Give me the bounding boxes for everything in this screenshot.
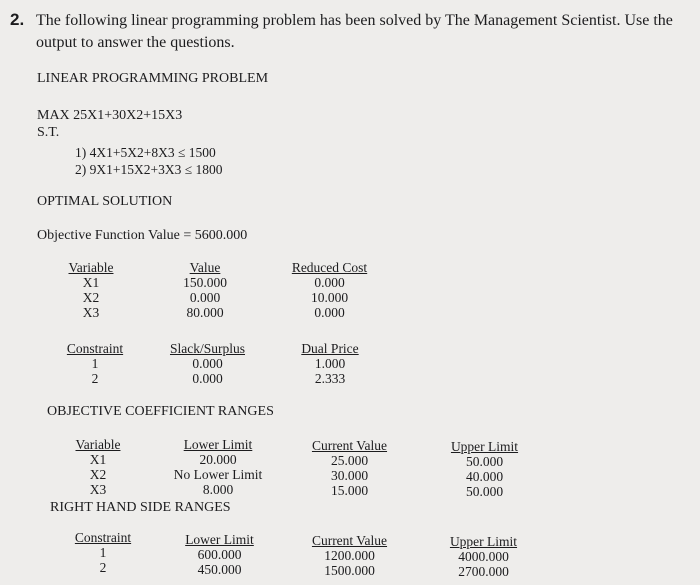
header-current-value: Current Value bbox=[311, 533, 388, 548]
cell-variable: X2 bbox=[89, 467, 107, 482]
cell-current-value: 1200.000 bbox=[324, 548, 375, 563]
question-text-line2: output to answer the questions. bbox=[36, 34, 235, 51]
variables-column-reduced-cost bbox=[282, 260, 377, 320]
rhs-column-upper-limit bbox=[436, 534, 531, 579]
cell-upper-limit: 4000.000 bbox=[458, 549, 509, 564]
cell-variable: X2 bbox=[82, 290, 100, 305]
cell-lower-limit: No Lower Limit bbox=[173, 467, 263, 482]
cell-upper-limit: 2700.000 bbox=[458, 564, 509, 579]
cell-variable: X3 bbox=[82, 305, 100, 320]
variables-column-value bbox=[170, 260, 240, 320]
constraints-column-constraint bbox=[58, 341, 132, 386]
header-lower-limit: Lower Limit bbox=[183, 437, 253, 452]
cell-value: 150.000 bbox=[183, 275, 227, 290]
cell-slack-surplus: 0.000 bbox=[192, 371, 223, 386]
cell-lower-limit: 450.000 bbox=[197, 562, 242, 577]
ocr-column-upper-limit bbox=[437, 439, 532, 499]
header-variable: Variable bbox=[75, 437, 121, 452]
cell-slack-surplus: 0.000 bbox=[192, 356, 223, 371]
cell-lower-limit: 600.000 bbox=[197, 547, 242, 562]
right-hand-side-ranges-title: RIGHT HAND SIDE RANGES bbox=[50, 500, 231, 515]
header-upper-limit: Upper Limit bbox=[450, 439, 519, 454]
header-slack-surplus: Slack/Surplus bbox=[169, 341, 245, 356]
cell-constraint: 1 bbox=[99, 545, 107, 560]
cell-lower-limit: 20.000 bbox=[199, 452, 237, 467]
header-current-value: Current Value bbox=[311, 438, 388, 453]
header-variable: Variable bbox=[68, 260, 114, 275]
constraints-column-slack bbox=[160, 341, 255, 386]
cell-constraint: 2 bbox=[99, 560, 107, 575]
cell-constraint: 1 bbox=[91, 356, 99, 371]
cell-current-value: 25.000 bbox=[330, 453, 369, 468]
cell-lower-limit: 8.000 bbox=[202, 482, 234, 497]
cell-variable: X1 bbox=[89, 452, 107, 467]
cell-upper-limit: 40.000 bbox=[465, 469, 504, 484]
ocr-column-current-value bbox=[302, 438, 397, 498]
cell-upper-limit: 50.000 bbox=[465, 454, 504, 469]
objective-function-value: Objective Function Value = 5600.000 bbox=[37, 228, 248, 243]
cell-reduced-cost: 0.000 bbox=[314, 275, 345, 290]
cell-current-value: 15.000 bbox=[330, 483, 369, 498]
ocr-column-variable bbox=[66, 437, 130, 497]
cell-dual-price: 2.333 bbox=[314, 371, 346, 386]
cell-upper-limit: 50.000 bbox=[465, 484, 504, 499]
question-number: 2. bbox=[10, 10, 25, 29]
rhs-column-constraint bbox=[66, 530, 140, 575]
header-reduced-cost: Reduced Cost bbox=[291, 260, 368, 275]
header-constraint: Constraint bbox=[74, 530, 132, 545]
rhs-column-lower-limit bbox=[172, 532, 267, 577]
rhs-column-current-value bbox=[302, 533, 397, 578]
objective-coefficient-ranges-title: OBJECTIVE COEFFICIENT RANGES bbox=[47, 404, 274, 419]
objective-function: MAX 25X1+30X2+15X3 bbox=[37, 108, 183, 123]
header-dual-price: Dual Price bbox=[301, 341, 359, 356]
question-text-line1: The following linear programming problem has been solved by The Management Scientist. Use the bbox=[36, 12, 673, 29]
optimal-solution-title: OPTIMAL SOLUTION bbox=[37, 194, 173, 209]
cell-dual-price: 1.000 bbox=[314, 356, 346, 371]
cell-value: 0.000 bbox=[189, 290, 221, 305]
constraints-column-dual-price bbox=[290, 341, 370, 386]
ocr-column-lower-limit bbox=[162, 437, 274, 497]
header-constraint: Constraint bbox=[66, 341, 124, 356]
variables-column-variable bbox=[60, 260, 122, 320]
cell-variable: X3 bbox=[89, 482, 107, 497]
header-lower-limit: Lower Limit bbox=[185, 532, 254, 547]
constraint-2: 2) 9X1+15X2+3X3 ≤ 1800 bbox=[75, 162, 223, 177]
lp-title: LINEAR PROGRAMMING PROBLEM bbox=[37, 71, 269, 86]
cell-value: 80.000 bbox=[186, 305, 224, 320]
header-value: Value bbox=[189, 260, 221, 275]
cell-reduced-cost: 10.000 bbox=[310, 290, 349, 305]
cell-variable: X1 bbox=[82, 275, 100, 290]
subject-to: S.T. bbox=[37, 125, 60, 140]
cell-constraint: 2 bbox=[91, 371, 99, 386]
constraint-1: 1) 4X1+5X2+8X3 ≤ 1500 bbox=[75, 145, 216, 160]
cell-reduced-cost: 0.000 bbox=[314, 305, 345, 320]
cell-current-value: 1500.000 bbox=[324, 563, 375, 578]
cell-current-value: 30.000 bbox=[330, 468, 369, 483]
header-upper-limit: Upper Limit bbox=[449, 534, 518, 549]
